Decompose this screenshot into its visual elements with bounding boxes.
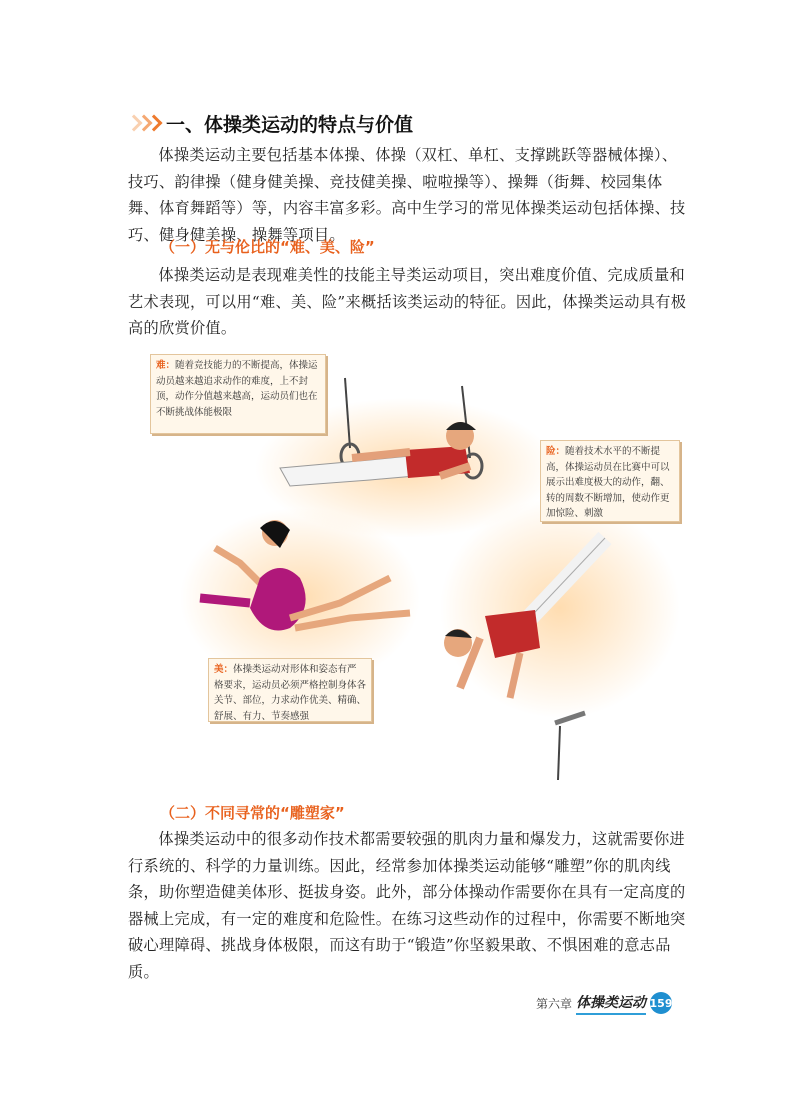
page-footer bbox=[536, 993, 672, 1013]
chapter-label: 第六章 bbox=[536, 996, 573, 1011]
chapter-name: 体操类运动 bbox=[576, 992, 646, 1015]
subsection-paragraph-2: 体操类运动中的很多动作技术都需要较强的肌肉力量和爆发力，这就需要你进行系统的、科学的力量训练。因此，经常参加体操类运动能够“雕塑”你的肌肉线条，助你塑造健美体形、挺拔身姿。此外，部分体操动作需要你在具有一定高度的器械上完成，有一定的难度和危险性。在练习这些动作的过程中，你需要不断地突破心理障碍、挑战身体极限，而这有助于“锻造”你坚毅果敢、不惧困难的意志品质。 bbox=[128, 830, 686, 981]
chevron-decoration-icon bbox=[128, 116, 158, 130]
subsection-heading-2: （二）不同寻常的“雕塑家” bbox=[160, 804, 345, 822]
section-title-text: 一、体操类运动的特点与价值 bbox=[166, 113, 414, 136]
gymnastics-illustration bbox=[140, 348, 700, 788]
note-beauty: 美：体操类运动对形体和姿态有严格要求，运动员必须严格控制身体各关节、部位，力求动作优美、精确、舒展、有力、节奏感强 bbox=[208, 658, 372, 722]
note-danger: 险：随着技术水平的不断提高，体操运动员在比赛中可以展示出难度极大的动作，翻、转的周数不断增加，使动作更加惊险、刺激 bbox=[540, 440, 680, 522]
subsection-heading-1: （一）无与伦比的“难、美、险” bbox=[160, 238, 375, 256]
page-number: 159 bbox=[650, 992, 672, 1014]
intro-paragraph: 体操类运动主要包括基本体操、体操（双杠、单杠、支撑跳跃等器械体操）、技巧、韵律操（健身健美操、竞技健美操、啦啦操等）、操舞（街舞、校园集体舞、体育舞蹈等）等，内容丰富多彩。高中生学习的常见体操类运动包括体操、技巧、健身健美操、操舞等项目。 bbox=[128, 146, 686, 244]
subsection-paragraph-1: 体操类运动是表现难美性的技能主导类运动项目，突出难度价值、完成质量和艺术表现，可以用“难、美、险”来概括该类运动的特征。因此，体操类运动具有极高的欣赏价值。 bbox=[128, 266, 687, 337]
note-difficulty: 难：随着竞技能力的不断提高，体操运动员越来越追求动作的难度，上不封顶，动作分值越来越高，运动员们也在不断挑战体能极限 bbox=[150, 354, 326, 434]
section-title bbox=[128, 110, 413, 136]
